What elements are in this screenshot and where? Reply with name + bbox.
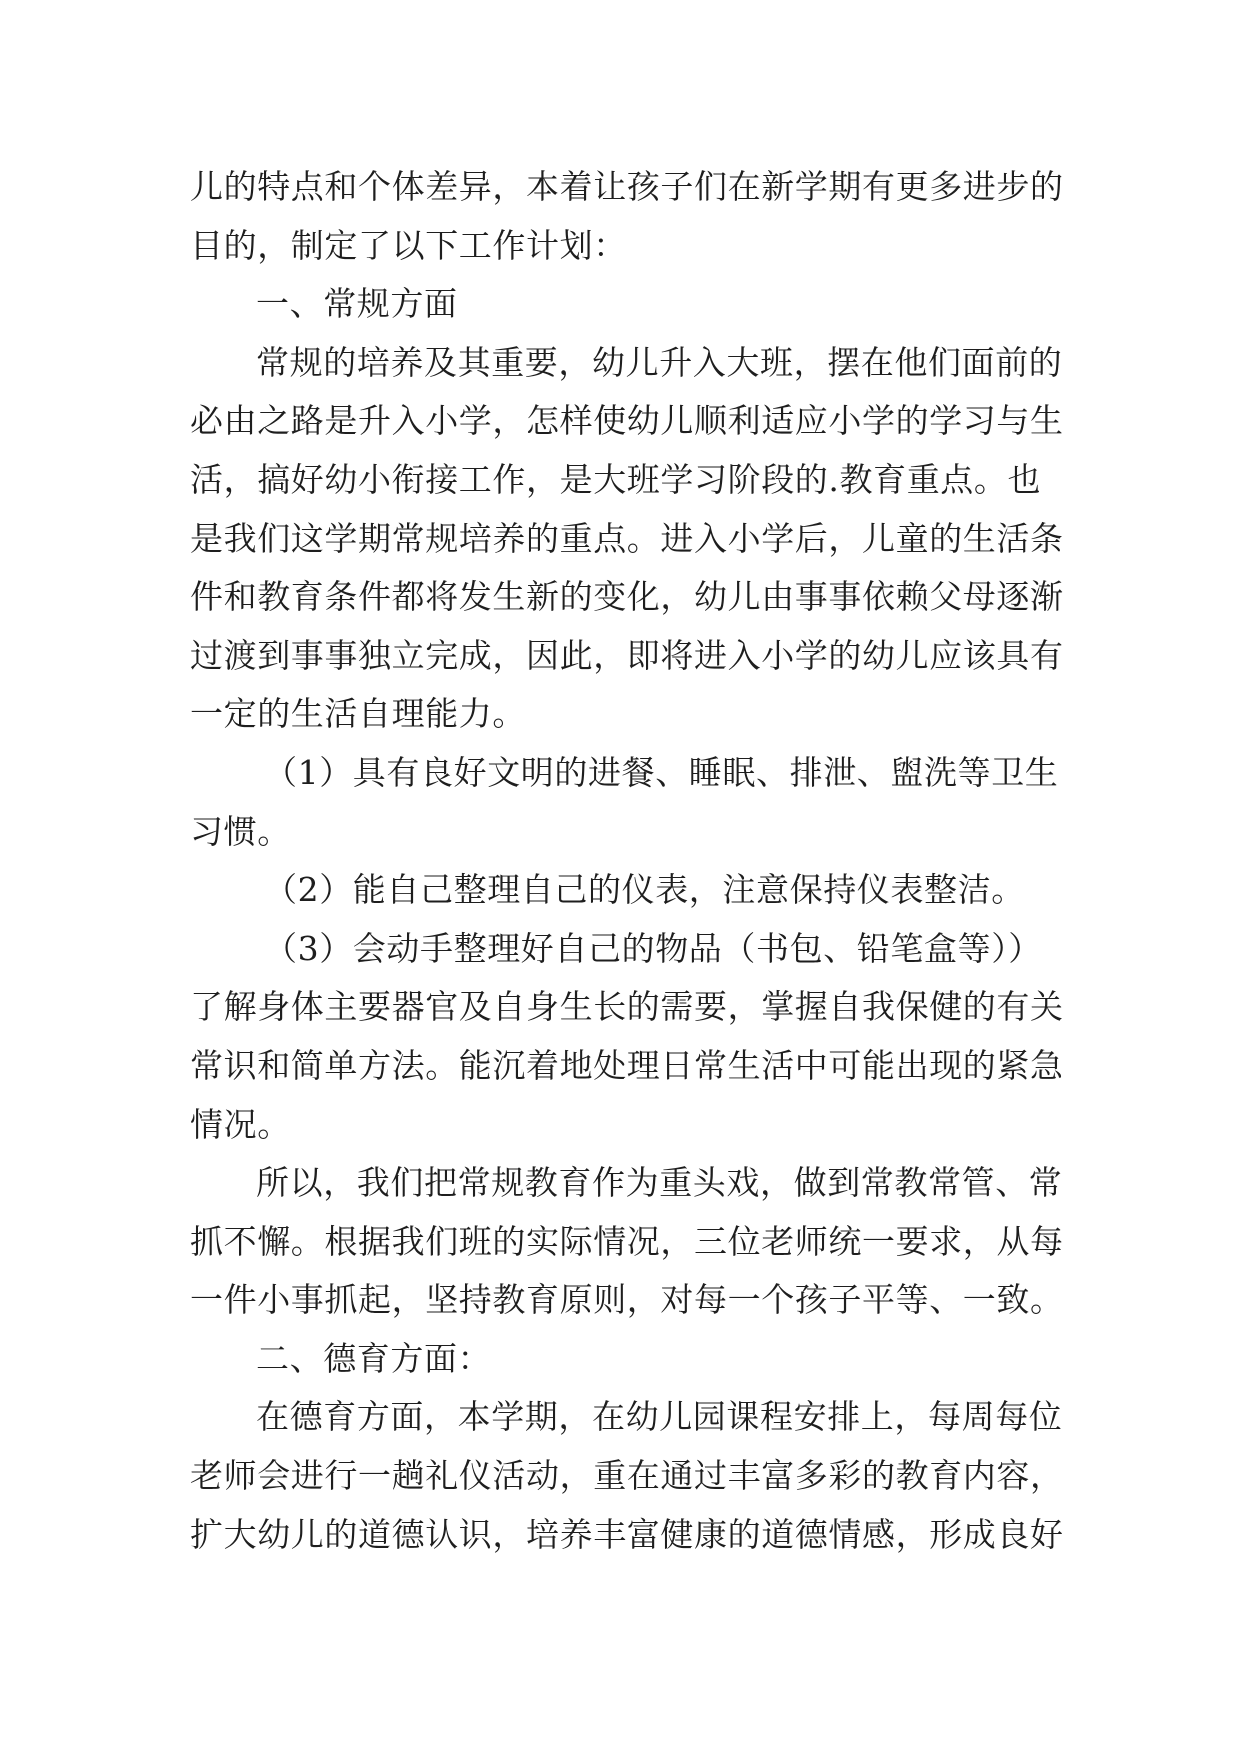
- list-item-2: （2）能自己整理自己的仪表，注意保持仪表整洁。: [264, 870, 1025, 910]
- paragraph-routine-summary: 所以，我们把常规教育作为重头戏，做到常教常管、常抓不懈。根据我们班的实际情况，三位老师统一要求，从每一件小事抓起，坚持教育原则，对每一个孩子平等、一致。: [190, 1163, 1064, 1320]
- paragraph-continuation: 儿的特点和个体差异，本着让孩子们在新学期有更多进步的目的，制定了以下工作计划：: [190, 167, 1064, 265]
- list-item-3: （3）会动手整理好自己的物品（书包、铅笔盒等））了解身体主要器官及自身生长的需要，掌握自我保健的有关常识和简单方法。能沉着地处理日常生活中可能出现的紧急情况。: [190, 928, 1064, 1144]
- document-body: [190, 158, 1070, 1564]
- section-heading-routine: 一、常规方面: [256, 284, 458, 324]
- paragraph-routine-intro: 常规的培养及其重要，幼儿升入大班，摆在他们面前的必由之路是升入小学，怎样使幼儿顺利适应小学的学习与生活，搞好幼小衔接工作，是大班学习阶段的.教育重点。也是我们这学期常规培养的重点。进入小学后，儿童的生活条件和教育条件都将发生新的变化，幼儿由事事依赖父母逐渐过渡到事事独立完成，因此，即将进入小学的幼儿应该具有一定的生活自理能力。: [190, 342, 1064, 734]
- list-item-1: （1）具有良好文明的进餐、睡眠、排泄、盥洗等卫生习惯。: [190, 752, 1059, 851]
- section-heading-moral: 二、德育方面：: [256, 1338, 492, 1378]
- paragraph-moral: 在德育方面，本学期，在幼儿园课程安排上，每周每位老师会进行一趟礼仪活动，重在通过丰富多彩的教育内容，扩大幼儿的道德认识，培养丰富健康的道德情感，形成良好: [190, 1397, 1064, 1554]
